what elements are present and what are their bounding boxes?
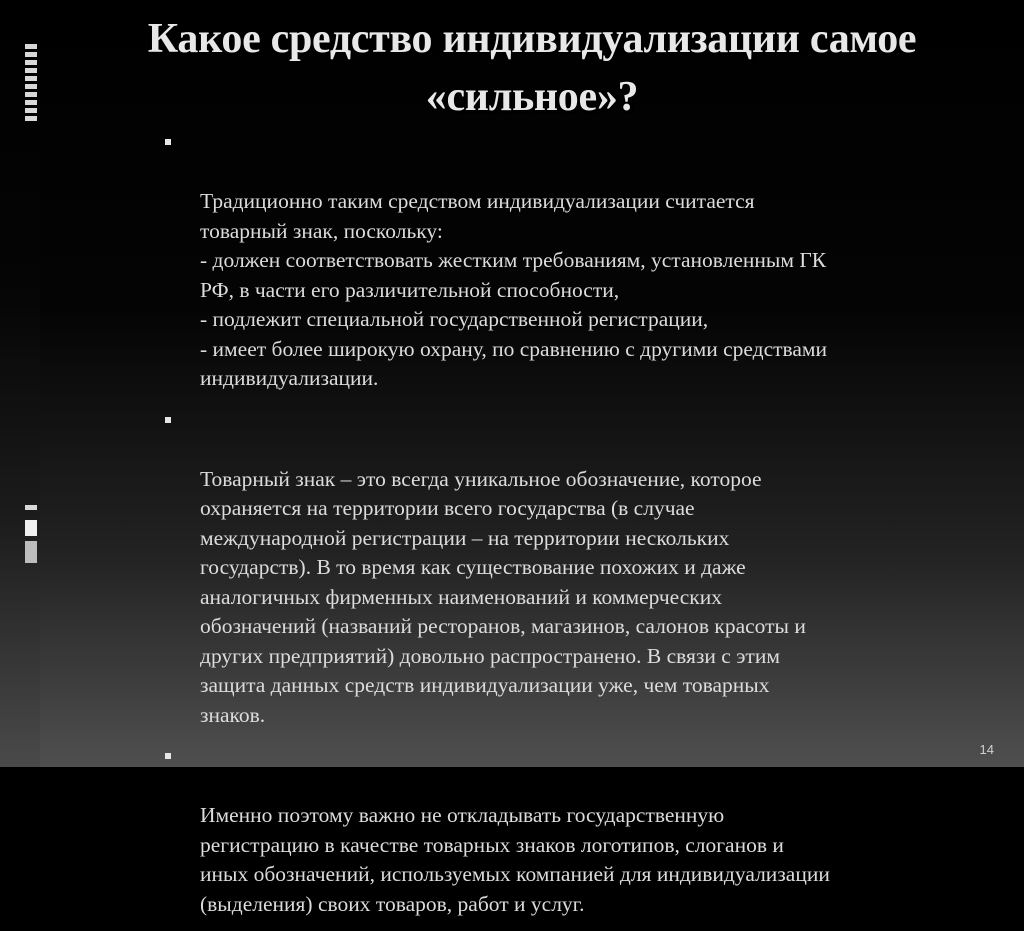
bullet-text: Товарный знак – это всегда уникальное обозначение, которое охраняется на территории всего государства (в случае международной регистрации – на территории нескольких государств). В то время как существование похожих и даже аналогичных фирменных наименований и коммерческих обозначений (названий ресторанов, магазинов, салонов красоты и других предприятий) довольно распространено. В связи с этим защита данных средств индивидуализации уже, чем товарных знаков. bbox=[200, 466, 806, 727]
decorative-bar bbox=[25, 100, 37, 105]
decorative-bar bbox=[25, 116, 37, 121]
slide-title: Какое средство индивидуализации самое «сильное»? bbox=[147, 16, 917, 120]
bullet-text: Именно поэтому важно не откладывать государственную регистрацию в качестве товарных знаков логотипов, слоганов и иных обозначений, используемых компанией для индивидуализации (выделения) своих товаров, работ и услуг. bbox=[200, 803, 830, 916]
bullet-item bbox=[158, 406, 978, 731]
decorative-bar bbox=[25, 505, 37, 510]
square-bullet-icon bbox=[165, 417, 171, 423]
bullet-item bbox=[158, 128, 978, 394]
decorative-bar bbox=[25, 76, 37, 81]
decorative-bar bbox=[25, 108, 37, 113]
bullet-item bbox=[158, 742, 978, 919]
square-bullet-icon bbox=[165, 753, 171, 759]
decorative-bar bbox=[25, 541, 37, 563]
bullet-list bbox=[158, 128, 978, 931]
page-number: 14 bbox=[979, 742, 994, 757]
decorative-bar bbox=[25, 60, 37, 65]
decorative-bar bbox=[25, 84, 37, 89]
decorative-bar bbox=[25, 92, 37, 97]
bullet-text: Традиционно таким средством индивидуализации считается товарный знак, поскольку: - должен соответствовать жестким требованиям, установленным ГК РФ, в части его различительной способности, - подлежит специальной государственной регистрации, - имеет более широкую охрану, по сравнению с другими средствами индивидуализации. bbox=[200, 189, 828, 390]
decorative-bar bbox=[25, 68, 37, 73]
decorative-bar bbox=[25, 44, 37, 49]
decorative-bar bbox=[25, 52, 37, 57]
square-bullet-icon bbox=[165, 139, 171, 145]
decorative-bar bbox=[25, 520, 37, 536]
